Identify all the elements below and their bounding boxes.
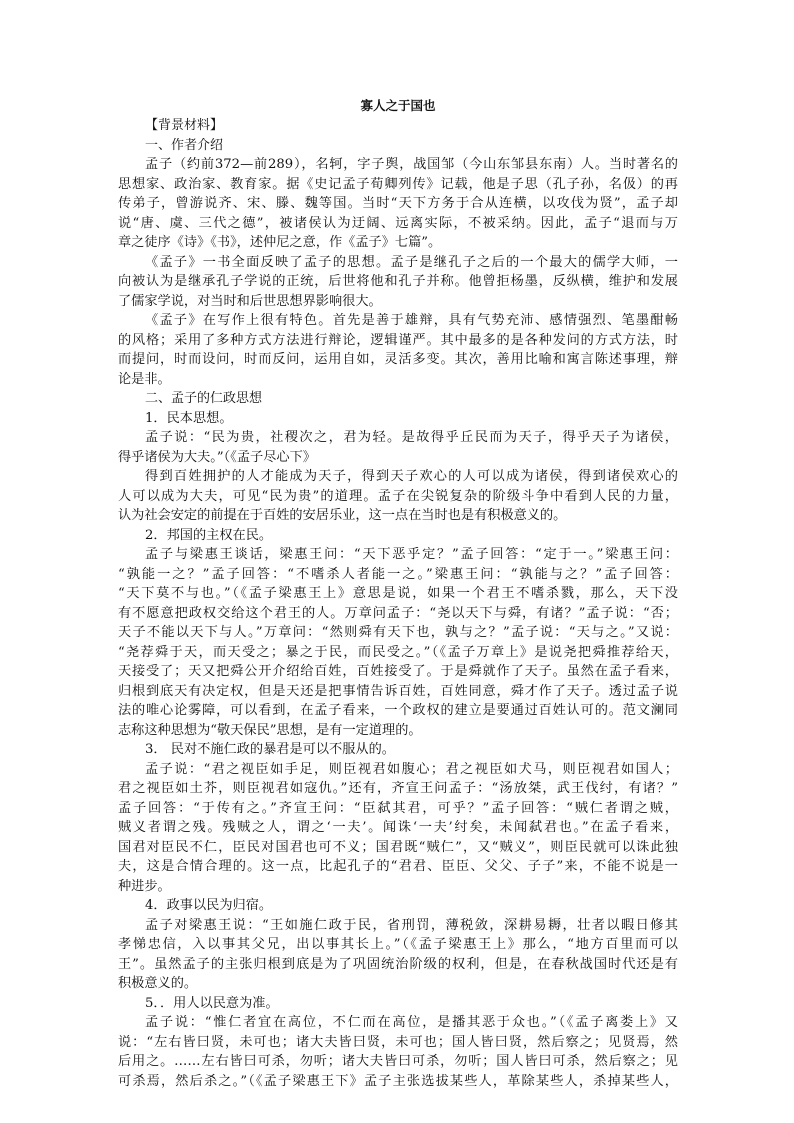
text-line: 孟子说：“惟仁者宜在高位，不仁而在高位，是播其恶于众也。”（《孟子离娄上》又 <box>145 1015 678 1030</box>
text-line: 夫，这是合情合理的。这一点，比起孔子的“君君、臣臣、父父、子子”来，不能不说是一 <box>118 859 678 874</box>
text-line: 天子不能以天下与人。”万章问：“然则舜有天下也，孰与之？”孟子说：“天与之。”又说： <box>118 625 678 640</box>
text-line: 国君对臣民不仁，臣民对国君也可不义；国君既“贼仁”，又“贼义”，则臣民就可以诛此独 <box>118 839 678 855</box>
text-line: 后用之。……左右皆曰可杀，勿听；诸大夫皆曰可杀，勿听；国人皆曰可杀，然后察之；见 <box>118 1054 678 1069</box>
text-line: 1．民本思想。 <box>145 410 233 426</box>
text-line: 积极意义的。 <box>118 976 198 991</box>
text-line: “尧荐舜于天，而天受之；暴之于民，而民受之。”（《孟子万章上》是说尧把舜推荐给天， <box>118 644 678 660</box>
text-line: “天下莫不与也。”（《孟子梁惠王上》意思是说，如果一个君王不嗜杀戮，那么，天下没 <box>118 586 678 601</box>
text-line: 人可以成为大夫，可见“民为贵”的道理。孟子在尖锐复杂的阶级斗争中看到人民的力量， <box>118 488 678 504</box>
section-heading: 一、作者介绍 <box>145 137 224 153</box>
section-heading: 二、孟子的仁政思想 <box>145 391 263 406</box>
text-line: 《孟子》一书全面反映了孟子的思想。孟子是继孔子之后的一个最大的儒学大师，一 <box>145 254 678 270</box>
text-line: 志称这种思想为“敬天保民”思想，是有一定道理的。 <box>118 722 422 738</box>
text-line: 认为社会安定的前提在于百姓的安居乐业，这一点在当时也是有积极意义的。 <box>118 508 567 523</box>
text-line: 向被认为是继承孔子学说的正统，后世将他和孔子并称。他曾拒杨墨，反纵横，维护和发展 <box>118 274 678 289</box>
text-line: 5．．用人以民意为准。 <box>145 995 279 1011</box>
text-line: 2．邦国的主权在民。 <box>145 527 273 543</box>
text-line: 孟子（约前372—前289），名轲，字子舆，战国邹（今山东邹县东南）人。当时著名的 <box>145 157 678 172</box>
text-line: 了儒家学说，对当时和后世思想界影响很大。 <box>118 293 382 309</box>
text-line: 得到百姓拥护的人才能成为天子，得到天子欢心的人可以成为诸侯，得到诸侯欢心的 <box>145 469 678 484</box>
text-line: 孟子说：“君之视臣如手足，则臣视君如腹心；君之视臣如犬马，则臣视君如国人； <box>145 761 678 777</box>
text-line: 归根到底天有决定权，但是天还是把事情告诉百姓，百姓同意，舜才作了天子。透过孟子说 <box>118 683 678 699</box>
document-title: 寡人之于国也 <box>360 98 436 113</box>
text-line: 贼义者谓之残。残贼之人，谓之‘一夫’。闻诛‘一夫’纣矣，未闻弑君也。”在孟子看来， <box>118 820 678 835</box>
text-line: 有不愿意把政权交给这个君王的人。万章问孟子：“尧以天下与舜，有诸？”孟子说：“否； <box>118 605 678 621</box>
text-line: 3． 民对不施仁政的暴君是可以不服从的。 <box>145 742 395 757</box>
text-line: 天接受了；天又把舜公开介绍给百姓，百姓接受了。于是舜就作了天子。虽然在孟子看来， <box>118 664 678 679</box>
text-line: 说：“左右皆曰贤，未可也；诸大夫皆曰贤，未可也；国人皆曰贤，然后察之；见贤焉，然 <box>118 1034 678 1050</box>
text-line: 传弟子，曾游说齐、宋、滕、魏等国。当时“天下方务于合从连横，以攻伐为贤”，孟子却 <box>118 196 678 211</box>
text-line: 种进步。 <box>118 878 171 894</box>
section-heading: 【背景材料】 <box>145 118 224 133</box>
text-line: 的风格；采用了多种方式方法进行辩论，逻辑谨严。其中最多的是各种发问的方式方法，时 <box>118 332 678 348</box>
text-line: 4．政事以民为归宿。 <box>145 898 273 913</box>
text-line: 得乎诸侯为大夫。”（《孟子尽心下》 <box>118 449 316 465</box>
text-line: 思想家、政治家、教育家。据《史记孟子荀卿列传》记载，他是子思（孔子孙，名伋）的再 <box>118 176 678 192</box>
text-line: 《孟子》在写作上很有特色。首先是善于雄辩，具有气势充沛、感情强烈、笔墨酣畅 <box>145 313 678 328</box>
text-line: 孟子说：“民为贵，社稷次之，君为轻。是故得乎丘民而为天子，得乎天子为诸侯， <box>145 430 678 445</box>
text-line: 孟子对梁惠王说：“王如施仁政于民，省刑罚，薄税敛，深耕易耨，壮者以暇日修其 <box>145 917 678 933</box>
text-line: 君之视臣如土芥，则臣视君如寇仇。”还有，齐宣王问孟子：“汤放桀，武王伐纣，有诸？” <box>118 781 678 796</box>
text-line: 论是非。 <box>118 371 171 387</box>
text-line: 孝悌忠信，入以事其父兄，出以事其长上。”（《孟子梁惠王上》那么，“地方百里而可以 <box>118 937 678 952</box>
text-line: 章之徒序《诗》《书》，述仲尼之意，作《孟子》七篇”。 <box>118 235 442 250</box>
text-line: 孟子与梁惠王谈话，梁惠王问：“天下恶乎定？”孟子回答：“定于一。”梁惠王问： <box>145 547 678 562</box>
text-line: 而提问，时而设问，时而反问，运用自如，灵活多变。其次，善用比喻和寓言陈述事理，辩 <box>118 352 678 367</box>
text-line: “孰能一之？”孟子回答：“不嗜杀人者能一之。”梁惠王问：“孰能与之？”孟子回答： <box>118 566 678 582</box>
text-line: 可杀焉，然后杀之。”（《孟子梁惠王下》孟子主张选拔某些人，革除某些人，杀掉某些人， <box>118 1073 678 1089</box>
text-line: 法的唯心论雾障，可以看到，在孟子看来，一个政权的建立是要通过百姓认可的。范文澜同 <box>118 703 678 718</box>
text-line: 说“唐、虞、三代之德”，被诸侯认为迂阔、远离实际，不被采纳。因此，孟子“退而与万 <box>118 215 678 231</box>
document-body <box>118 116 678 1091</box>
text-line: 王”。虽然孟子的主张归根到底是为了巩固统治阶级的权利，但是，在春秋战国时代还是有 <box>118 956 678 972</box>
document-page <box>118 98 678 1091</box>
text-line: 孟子回答：“于传有之。”齐宣王问：“臣弑其君，可乎？”孟子回答：“贼仁者谓之贼， <box>118 800 678 816</box>
